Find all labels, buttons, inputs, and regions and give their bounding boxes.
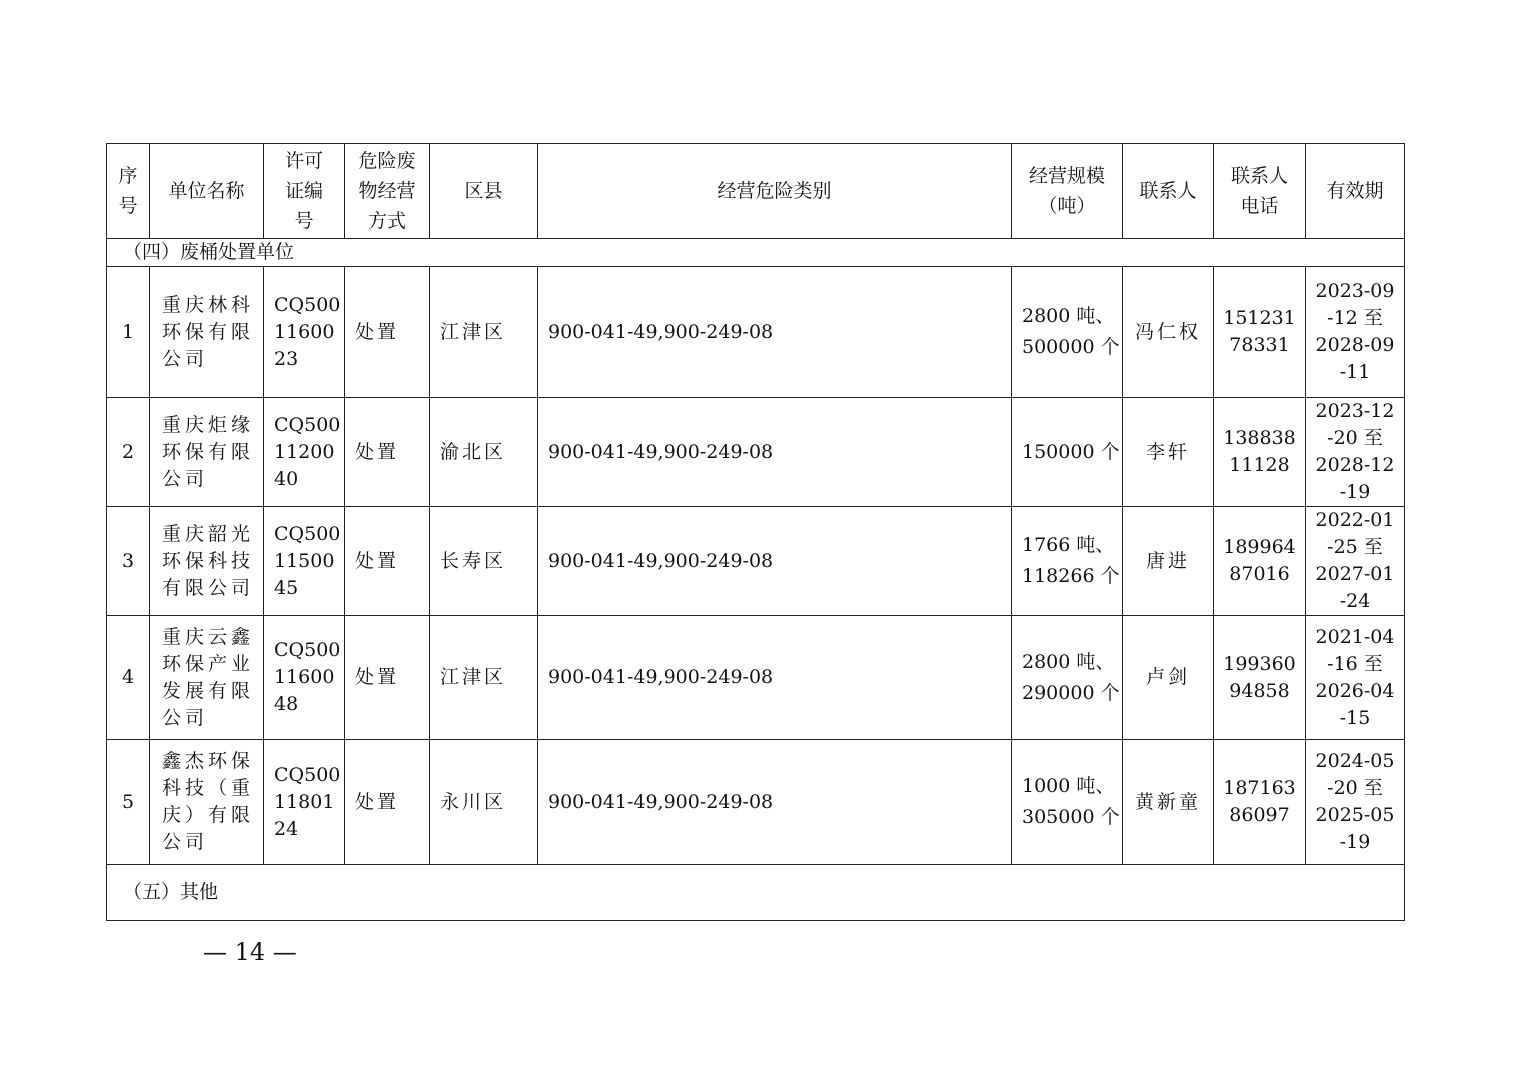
cell-phone: 151231 78331 xyxy=(1214,267,1306,398)
cell-unit-name: 重庆炬缘 环保有限 公司 xyxy=(150,398,264,507)
cell-categories: 900-041-49,900-249-08 xyxy=(538,740,1012,865)
hazardous-waste-license-table xyxy=(106,143,1405,921)
cell-district: 江津区 xyxy=(430,616,538,740)
cell-unit-name: 重庆韶光 环保科技 有限公司 xyxy=(150,507,264,616)
cell-method: 处置 xyxy=(345,398,430,507)
cell-phone: 187163 86097 xyxy=(1214,740,1306,865)
header-seq: 序 号 xyxy=(107,144,150,239)
header-categories: 经营危险类别 xyxy=(538,144,1012,239)
table-row xyxy=(107,740,1405,865)
cell-validity: 2021-04 -16 至 2026-04 -15 xyxy=(1306,616,1405,740)
cell-validity: 2023-09 -12 至 2028-09 -11 xyxy=(1306,267,1405,398)
cell-seq: 5 xyxy=(107,740,150,865)
cell-phone: 138838 11128 xyxy=(1214,398,1306,507)
hazardous-waste-table-container xyxy=(106,143,1404,921)
cell-seq: 3 xyxy=(107,507,150,616)
header-method: 危险废 物经营 方式 xyxy=(345,144,430,239)
cell-phone: 189964 87016 xyxy=(1214,507,1306,616)
cell-method: 处置 xyxy=(345,267,430,398)
header-unit-name: 单位名称 xyxy=(150,144,264,239)
cell-validity: 2023-12 -20 至 2028-12 -19 xyxy=(1306,398,1405,507)
cell-permit: CQ500 11801 24 xyxy=(264,740,345,865)
section-row xyxy=(107,865,1405,921)
cell-district: 长寿区 xyxy=(430,507,538,616)
cell-contact: 李轩 xyxy=(1123,398,1214,507)
table-row xyxy=(107,267,1405,398)
cell-seq: 1 xyxy=(107,267,150,398)
table-row xyxy=(107,507,1405,616)
cell-permit: CQ500 11500 45 xyxy=(264,507,345,616)
cell-categories: 900-041-49,900-249-08 xyxy=(538,398,1012,507)
cell-permit: CQ500 11600 48 xyxy=(264,616,345,740)
cell-categories: 900-041-49,900-249-08 xyxy=(538,616,1012,740)
cell-phone: 199360 94858 xyxy=(1214,616,1306,740)
cell-method: 处置 xyxy=(345,616,430,740)
cell-categories: 900-041-49,900-249-08 xyxy=(538,267,1012,398)
cell-scale: 2800 吨、 500000 个 xyxy=(1012,267,1123,398)
header-validity: 有效期 xyxy=(1306,144,1405,239)
cell-validity: 2024-05 -20 至 2025-05 -19 xyxy=(1306,740,1405,865)
cell-contact: 黄新童 xyxy=(1123,740,1214,865)
cell-district: 江津区 xyxy=(430,267,538,398)
header-contact: 联系人 xyxy=(1123,144,1214,239)
table-row xyxy=(107,616,1405,740)
cell-contact: 冯仁权 xyxy=(1123,267,1214,398)
cell-validity: 2022-01 -25 至 2027-01 -24 xyxy=(1306,507,1405,616)
cell-seq: 2 xyxy=(107,398,150,507)
table-header-row xyxy=(107,144,1405,239)
cell-district: 渝北区 xyxy=(430,398,538,507)
cell-scale: 1000 吨、 305000 个 xyxy=(1012,740,1123,865)
table-row xyxy=(107,398,1405,507)
cell-contact: 卢剑 xyxy=(1123,616,1214,740)
header-scale: 经营规模 （吨） xyxy=(1012,144,1123,239)
cell-categories: 900-041-49,900-249-08 xyxy=(538,507,1012,616)
cell-permit: CQ500 11200 40 xyxy=(264,398,345,507)
cell-seq: 4 xyxy=(107,616,150,740)
header-district: 区县 xyxy=(430,144,538,239)
cell-unit-name: 重庆云鑫 环保产业 发展有限 公司 xyxy=(150,616,264,740)
cell-method: 处置 xyxy=(345,740,430,865)
page-number: — 14 — xyxy=(203,938,297,966)
cell-scale: 1766 吨、 118266 个 xyxy=(1012,507,1123,616)
cell-unit-name: 鑫杰环保 科技（重 庆）有限 公司 xyxy=(150,740,264,865)
cell-unit-name: 重庆林科 环保有限 公司 xyxy=(150,267,264,398)
cell-permit: CQ500 11600 23 xyxy=(264,267,345,398)
header-permit: 许可 证编 号 xyxy=(264,144,345,239)
section-title: （五）其他 xyxy=(107,865,1405,921)
cell-method: 处置 xyxy=(345,507,430,616)
cell-district: 永川区 xyxy=(430,740,538,865)
cell-scale: 2800 吨、 290000 个 xyxy=(1012,616,1123,740)
section-row xyxy=(107,239,1405,267)
cell-scale: 150000 个 xyxy=(1012,398,1123,507)
header-phone: 联系人 电话 xyxy=(1214,144,1306,239)
cell-contact: 唐进 xyxy=(1123,507,1214,616)
section-title: （四）废桶处置单位 xyxy=(107,239,1405,267)
